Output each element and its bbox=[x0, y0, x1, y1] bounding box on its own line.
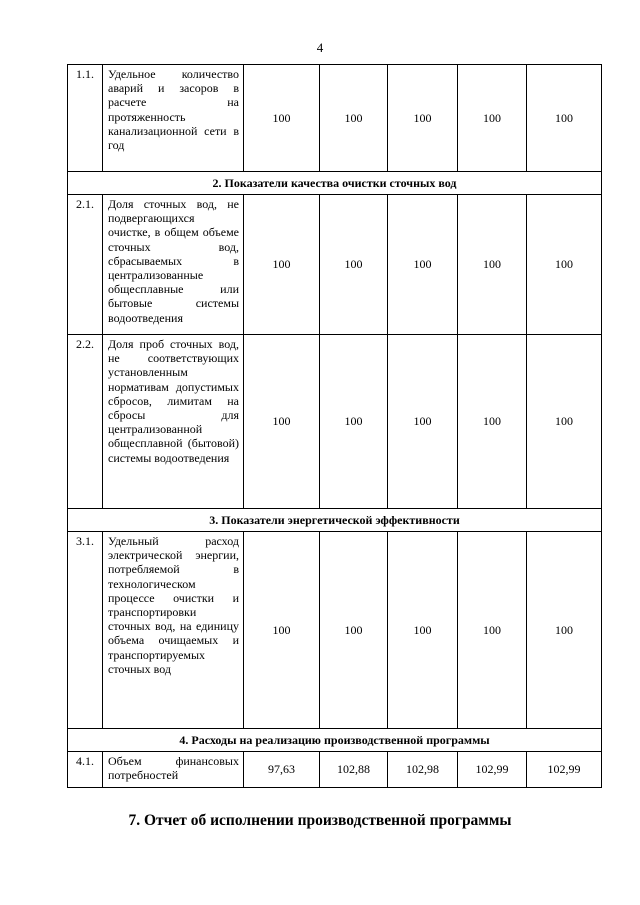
value-cell: 100 bbox=[320, 532, 388, 729]
indicator-description: Удельный расход электрической энергии, потребляемой в технологическом процессе очистки и транспортировки сточных вод, на единицу объема очищаемых и транспортируемых сточных вод bbox=[103, 532, 244, 729]
row-number: 3.1. bbox=[68, 532, 103, 729]
value-cell: 100 bbox=[388, 532, 458, 729]
value-cell: 100 bbox=[244, 195, 320, 335]
indicators-table bbox=[67, 64, 602, 788]
value-cell: 100 bbox=[244, 335, 320, 509]
value-cell: 100 bbox=[458, 65, 527, 172]
value-cell: 100 bbox=[320, 65, 388, 172]
section-row bbox=[68, 172, 602, 195]
value-cell: 100 bbox=[458, 335, 527, 509]
table-row bbox=[68, 532, 602, 729]
indicator-description: Объем финансовых потребностей bbox=[103, 752, 244, 788]
value-cell: 100 bbox=[527, 532, 602, 729]
indicator-description: Доля сточных вод, не подвергающихся очистке, в общем объеме сточных вод, сбрасываемых в централизованные общесплавные или бытовые системы водоотведения bbox=[103, 195, 244, 335]
value-cell: 102,99 bbox=[458, 752, 527, 788]
table-row bbox=[68, 335, 602, 509]
value-cell: 100 bbox=[388, 65, 458, 172]
value-cell: 102,88 bbox=[320, 752, 388, 788]
value-cell: 100 bbox=[527, 65, 602, 172]
value-cell: 102,99 bbox=[527, 752, 602, 788]
table-row bbox=[68, 65, 602, 172]
indicator-description: Доля проб сточных вод, не соответствующих установленным нормативам допустимых сбросов, лимитам на сбросы для централизованной общесплавной (бытовой) системы водоотведения bbox=[103, 335, 244, 509]
value-cell: 100 bbox=[244, 532, 320, 729]
table-row bbox=[68, 752, 602, 788]
section-title: 7. Отчет об исполнении производственной программы bbox=[128, 812, 512, 829]
section-heading: 2. Показатели качества очистки сточных вод bbox=[68, 172, 602, 195]
value-cell: 100 bbox=[320, 195, 388, 335]
table-row bbox=[68, 195, 602, 335]
section-heading: 3. Показатели энергетической эффективности bbox=[68, 509, 602, 532]
row-number: 2.2. bbox=[68, 335, 103, 509]
section-heading: 4. Расходы на реализацию производственной программы bbox=[68, 729, 602, 752]
row-number: 2.1. bbox=[68, 195, 103, 335]
value-cell: 100 bbox=[244, 65, 320, 172]
value-cell: 100 bbox=[388, 335, 458, 509]
value-cell: 102,98 bbox=[388, 752, 458, 788]
value-cell: 100 bbox=[527, 195, 602, 335]
section-row bbox=[68, 729, 602, 752]
row-number: 1.1. bbox=[68, 65, 103, 172]
indicator-description: Удельное количество аварий и засоров в расчете на протяженность канализационной сети в год bbox=[103, 65, 244, 172]
section-row bbox=[68, 509, 602, 532]
page-number: 4 bbox=[316, 40, 324, 55]
value-cell: 100 bbox=[458, 532, 527, 729]
value-cell: 100 bbox=[527, 335, 602, 509]
value-cell: 100 bbox=[320, 335, 388, 509]
value-cell: 100 bbox=[388, 195, 458, 335]
row-number: 4.1. bbox=[68, 752, 103, 788]
value-cell: 97,63 bbox=[244, 752, 320, 788]
value-cell: 100 bbox=[458, 195, 527, 335]
